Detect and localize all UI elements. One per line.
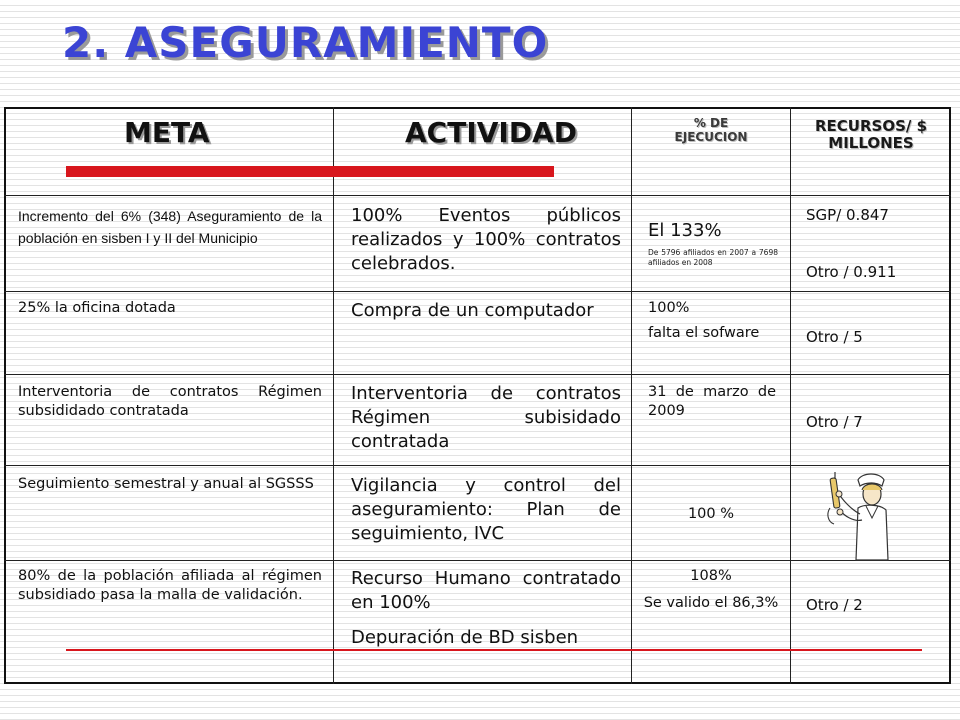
row3-recursos: Otro / 7 [806,413,863,431]
header-actividad: ACTIVIDAD [405,116,577,149]
row1-actividad: 100% Eventos públicos realizados y 100% contratos celebrados. [351,205,621,274]
row1-meta: Incremento del 6% (348) Aseguramiento de la población en sisben I y II del Municipio [18,208,322,246]
header-accent-bar [66,166,554,177]
nurse-clipart-icon [818,470,890,562]
row-divider [4,465,951,466]
header-ejecucion-line2: EJECUCION [674,129,748,144]
row2-actividad: Compra de un computador [351,300,594,321]
row2-ejecucion-value: 100% [648,300,690,316]
row5-meta: 80% de la población afiliada al régimen subsidiado pasa la malla de validación. [18,568,322,604]
row5-ejecucion-note: Se valido el 86,3% [643,595,779,612]
row5-ejecucion [632,567,790,613]
row4-meta: Seguimiento semestral y anual al SGSSS [18,476,314,492]
row2-recursos: Otro / 5 [806,328,863,346]
row2-ejecucion [648,299,776,343]
header-ejecucion [632,117,790,145]
row1-recursos-sgp: SGP/ 0.847 [806,206,889,224]
row2-meta: 25% la oficina dotada [18,300,176,316]
row2-ejecucion-note: falta el sofware [648,325,760,342]
row-divider [4,291,951,292]
row5-recursos: Otro / 2 [806,596,863,614]
row5-actividad-1: Recurso Humano contratado en 100% [351,568,621,613]
column-divider [790,107,791,684]
row-divider [4,195,951,196]
row4-ejecucion: 100 % [687,506,735,522]
header-recursos-line2: MILLONES [828,134,914,153]
header-recursos-line1: RECURSOS/ $ [814,117,928,135]
row-divider [4,560,951,561]
row4-actividad: Vigilancia y control del aseguramiento: Plan de seguimiento, IVC [351,475,621,544]
row3-actividad: Interventoria de contratos Régimen subisidado contratada [351,383,621,452]
page-title: 2. ASEGURAMIENTO [62,18,549,67]
row5-actividad-2: Depuración de BD sisben [351,627,579,648]
row1-ejecucion: El 133% [648,220,722,241]
row1-recursos-otro: Otro / 0.911 [806,263,897,281]
row3-ejecucion: 31 de marzo de 2009 [648,384,776,420]
header-meta: META [124,116,210,149]
row5-ejecucion-value: 108% [690,568,732,584]
row-divider [4,374,951,375]
row1-ejecucion-note: De 5796 afiliados en 2007 a 7698 afiliados en 2008 [648,248,778,267]
column-divider [333,107,334,684]
header-recursos [791,118,951,153]
row3-meta: Interventoria de contratos Régimen subsididado contratada [18,384,322,420]
header-ejecucion-line1: % DE [693,116,729,130]
footer-accent-line [66,649,922,651]
